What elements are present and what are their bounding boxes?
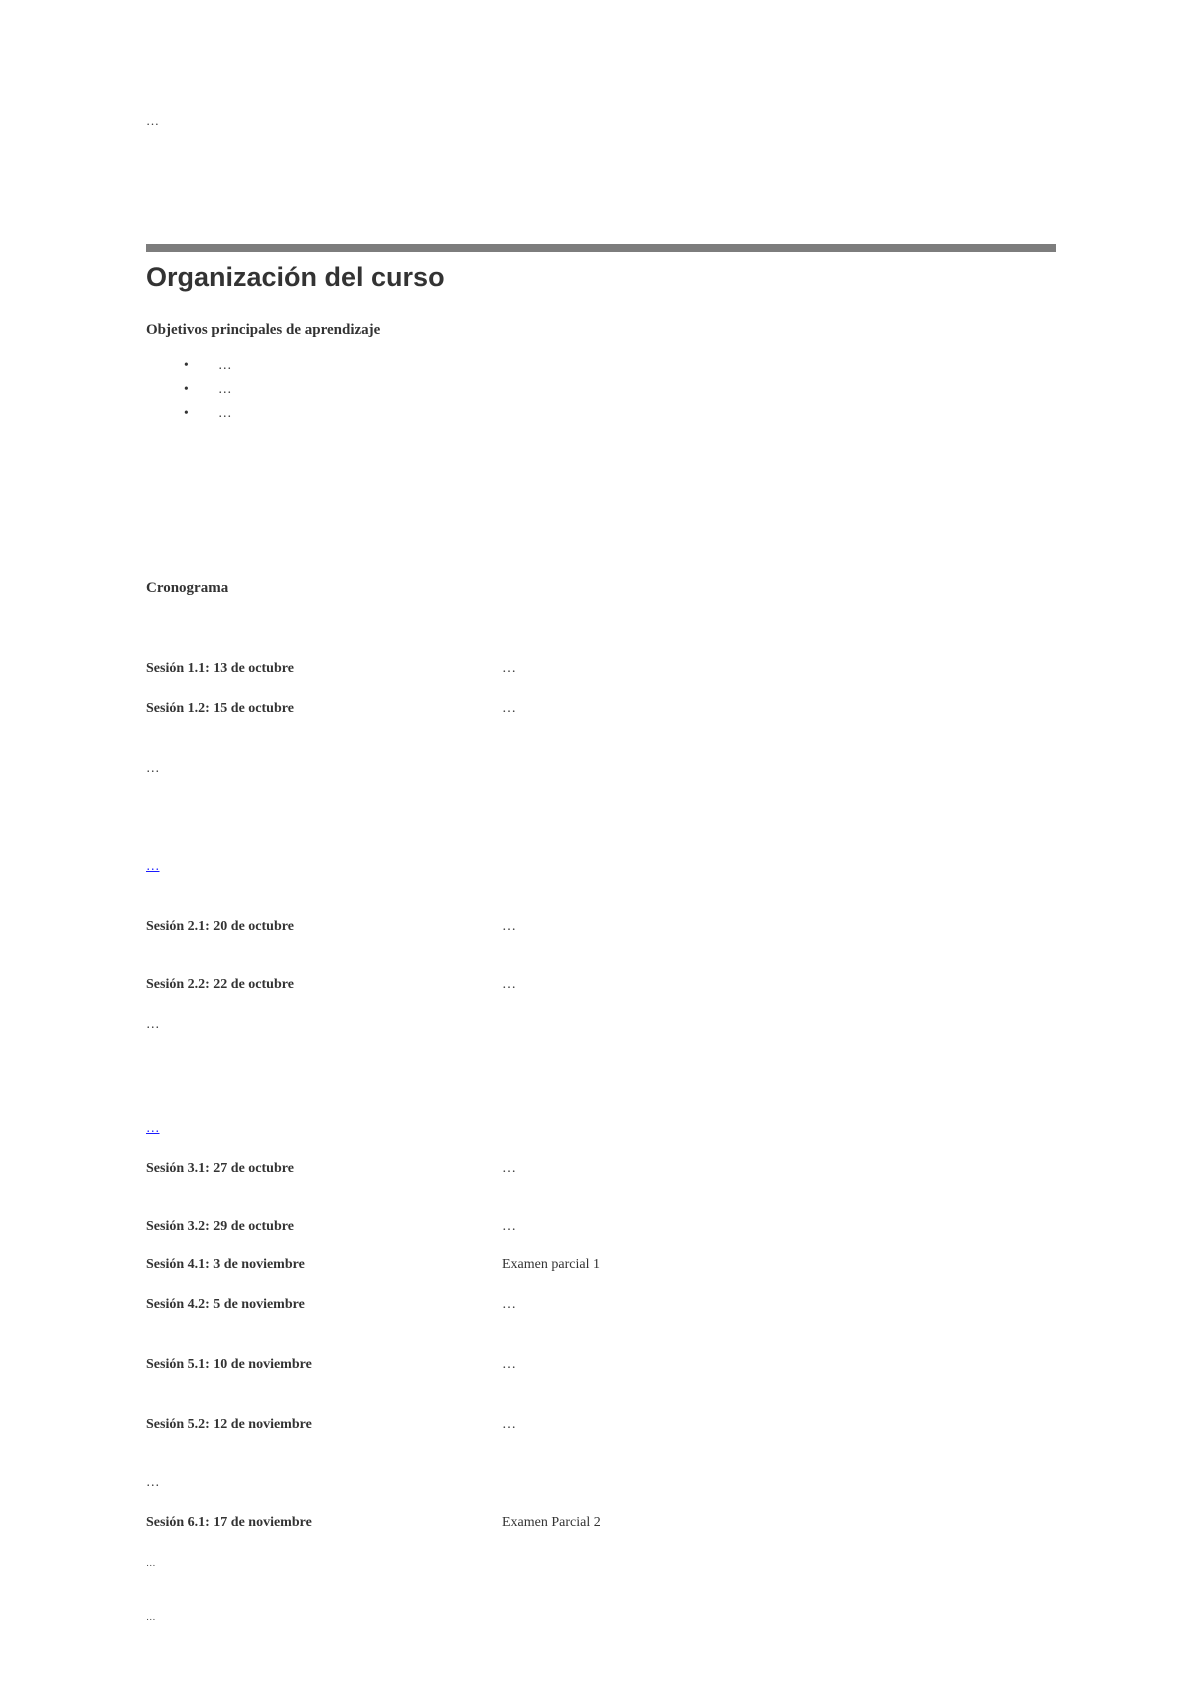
session-date: Sesión 1.2: 15 de octubre: [146, 701, 294, 716]
session-date: Sesión 4.2: 5 de noviembre: [146, 1297, 305, 1312]
session-topic: Examen parcial 1: [502, 1257, 600, 1272]
resource-link[interactable]: …: [146, 858, 160, 873]
bullet-icon: •: [184, 405, 189, 420]
section-heading: Organización del curso: [146, 262, 445, 292]
session-date: Sesión 4.1: 3 de noviembre: [146, 1257, 305, 1272]
list-item: • …: [184, 405, 232, 420]
session-topic: …: [502, 919, 516, 934]
session-note: …: [146, 760, 160, 775]
session-topic: …: [502, 701, 516, 716]
session-topic: …: [502, 1417, 516, 1432]
objectives-list: [146, 358, 1056, 430]
section-divider: [146, 244, 1056, 252]
session-topic: …: [502, 1219, 516, 1234]
session-date: Sesión 6.1: 17 de noviembre: [146, 1515, 312, 1530]
list-item: • …: [184, 381, 232, 396]
session-date: Sesión 1.1: 13 de octubre: [146, 661, 294, 676]
bullet-icon: •: [184, 357, 189, 372]
session-note: …: [146, 1016, 160, 1031]
intro-paragraph: …: [146, 113, 159, 128]
session-topic: …: [502, 661, 516, 676]
list-item: • …: [184, 357, 232, 372]
objectives-heading: Objetivos principales de aprendizaje: [146, 322, 381, 338]
schedule-heading: Cronograma: [146, 580, 229, 596]
session-date: Sesión 5.1: 10 de noviembre: [146, 1357, 312, 1372]
session-topic: …: [502, 1297, 516, 1312]
footnote: …: [146, 1559, 156, 1569]
session-topic: …: [502, 977, 516, 992]
session-date: Sesión 5.2: 12 de noviembre: [146, 1417, 312, 1432]
bullet-icon: •: [184, 381, 189, 396]
session-topic: …: [502, 1161, 516, 1176]
grade-note: …: [146, 1474, 160, 1489]
session-date: Sesión 3.1: 27 de octubre: [146, 1161, 294, 1176]
session-topic: Examen Parcial 2: [502, 1515, 601, 1530]
session-date: Sesión 2.2: 22 de octubre: [146, 977, 294, 992]
footnote: …: [146, 1613, 156, 1623]
session-date: Sesión 2.1: 20 de octubre: [146, 919, 294, 934]
session-topic: …: [502, 1357, 516, 1372]
session-date: Sesión 3.2: 29 de octubre: [146, 1219, 294, 1234]
resource-link[interactable]: …: [146, 1120, 160, 1135]
